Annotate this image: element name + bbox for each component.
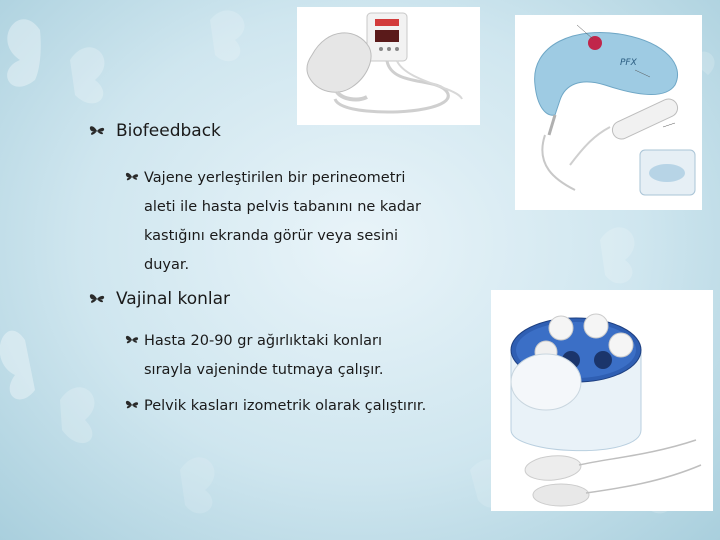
vaginal-cones-image (491, 290, 713, 511)
svg-text:PFX: PFX (620, 58, 637, 68)
bullet-biofeedback (88, 121, 221, 141)
bullet-title: Biofeedback (116, 121, 221, 141)
perineometer-image (515, 15, 702, 210)
biofeedback-device-image (297, 7, 480, 125)
butterfly-bullet-icon (124, 399, 140, 411)
text-line: Vajene yerleştirilen bir perineometri (144, 170, 406, 186)
sub-bullet-text (144, 327, 383, 385)
bullet-title: Vajinal konlar (116, 289, 231, 309)
sub-bullet-text (144, 164, 421, 280)
text-line: duyar. (144, 257, 190, 273)
text-line: sırayla vajeninde tutmaya çalışır. (144, 362, 384, 378)
butterfly-bullet-icon (88, 124, 106, 138)
butterfly-bullet-icon (88, 292, 106, 306)
sub-bullet-perineometri (124, 164, 421, 280)
text-line: Pelvik kasları izometrik olarak çalıştırır. (144, 398, 427, 414)
text-line: kastığını ekranda görür veya sesini (144, 228, 399, 244)
sub-bullet-konlar (124, 327, 383, 385)
text-line: Hasta 20-90 gr ağırlıktaki konları (144, 333, 383, 349)
butterfly-bullet-icon (124, 334, 140, 346)
text-line: aleti ile hasta pelvis tabanını ne kadar (144, 199, 421, 215)
sub-bullet-text (144, 392, 426, 421)
sub-bullet-izometrik (124, 392, 426, 421)
bullet-vajinal-konlar (88, 289, 230, 309)
butterfly-bullet-icon (124, 171, 140, 183)
